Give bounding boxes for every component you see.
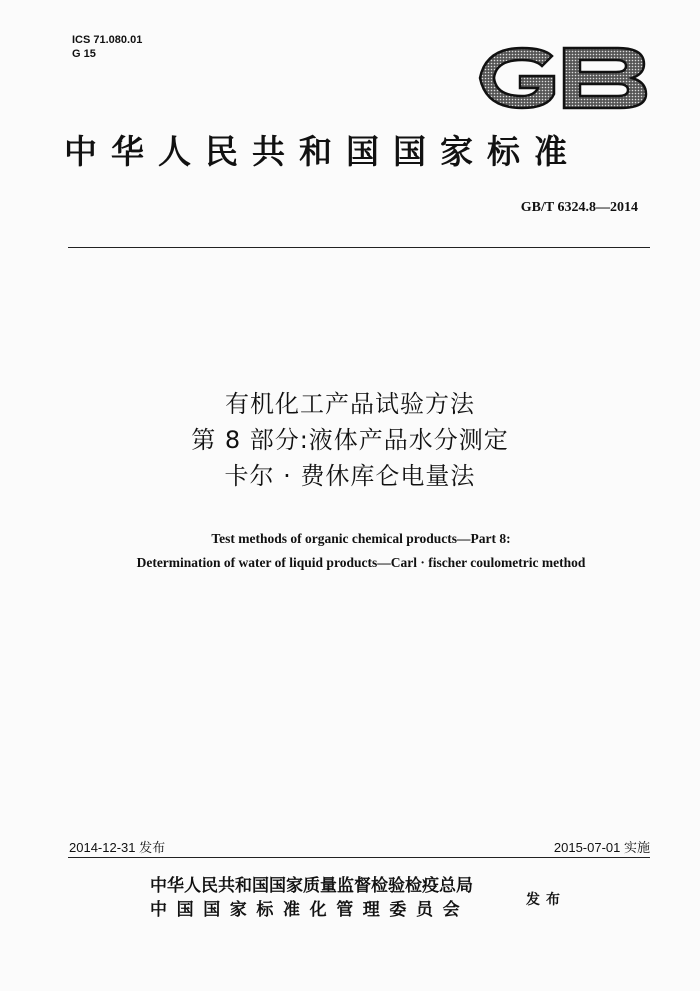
chinese-title	[0, 386, 700, 494]
issuing-authorities	[150, 874, 473, 922]
gb-logo	[472, 44, 650, 112]
chinese-title-line-2: 第 8 部分:液体产品水分测定	[191, 426, 509, 454]
classification-codes	[72, 33, 142, 61]
chinese-title-line-1: 有机化工产品试验方法	[225, 390, 475, 418]
ics-code: ICS 71.080.01	[72, 34, 143, 46]
english-title	[0, 527, 700, 575]
bottom-divider	[68, 857, 650, 858]
implementation-date: 2015-07-01 实施	[553, 840, 650, 855]
issue-date: 2014-12-31 发布	[69, 840, 166, 855]
publish-label: 发布	[526, 892, 566, 908]
issuer-line-2: 中国国家标准化管理委员会	[150, 900, 470, 920]
ccs-code: G 15	[72, 48, 96, 60]
chinese-title-line-3: 卡尔 · 费休库仑电量法	[224, 462, 476, 490]
english-title-line-2: Determination of water of liquid products—Carl · fischer coulometric method	[136, 555, 586, 570]
standard-number: GB/T 6324.8—2014	[520, 200, 638, 215]
issuer-line-1: 中华人民共和国国家质量监督检验检疫总局	[150, 876, 473, 896]
standard-category-title: 中华人民共和国国家标准	[64, 132, 581, 171]
english-title-line-1: Test methods of organic chemical products—Part 8:	[211, 531, 511, 546]
top-divider	[68, 247, 650, 248]
